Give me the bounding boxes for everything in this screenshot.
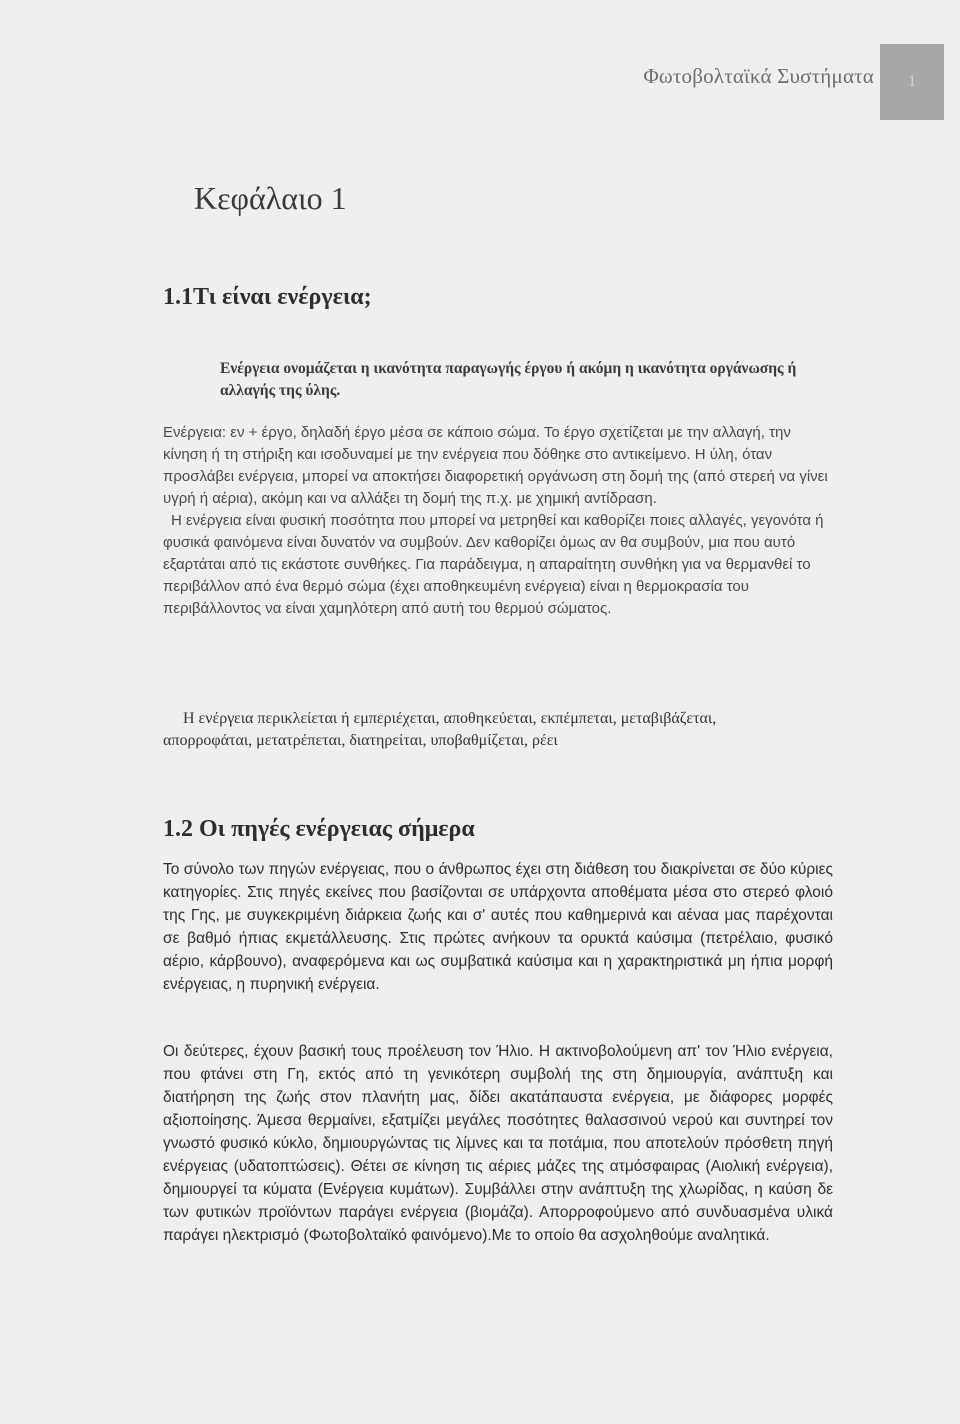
paragraph-text: Η ενέργεια είναι φυσική ποσότητα που μπορεί να μετρηθεί και καθορίζει ποιες αλλαγές, γεγονότα ή φυσικά φαινόμενα είναι δυνατόν να συμβούν. Δεν καθορίζει όμως αν θα συμβούν, μια που αυτό εξαρτάται από τις εκάστοτε συνθήκες. Για παράδειγμα, η απαραίτητη συνθήκη για να θερμανθεί το περιβάλλον από ένα θερμό σώμα (έχει αποθηκευμένη ενέργεια) είναι η θερμοκρασία του περιβάλλοντος να είναι χαμηλότερη από αυτή του θερμού σώματος. [163,512,824,617]
paragraph-text: Οι δεύτερες, έχουν βασική τους προέλευση τον Ήλιο. Η ακτινοβολούμενη απ' τον Ήλιο ενέργεια, που φτάνει στη Γη, εκτός από τη γενικότερη συμβολή της στη δημιουργία, ανάπτυξη και διατήρηση της ζωής στον πλανήτη μας, δίδει ακατάπαυστα ενέργεια, με διάφορες μορφές αξιοποίησης. Άμεσα θερμαίνει, εξατμίζει μεγάλες ποσότητες θαλασσινού νερού και συντηρεί τον γνωστό φυσικό κύκλο, δημιουργώντας τις λίμνες και τα ποτάμια, που αποτελούν πρόσθετη πηγή ενέργειας (υδατοπτώσεις). Θέτει σε κίνηση τις αέριες μάζες της ατμόσφαιρας (Αιολική ενέργεια), δημιουργεί τα κύματα (Ενέργεια κυμάτων). Συμβάλλει στην ανάπτυξη της χλωρίδας, η καύση δε των φυτικών προϊόντων παράγει ενέργεια (βιομάζα). Απορροφούμενο από συνδυασμένα υλικά παράγει ηλεκτρισμό (Φωτοβολταϊκό φαινόμενο).Με το οποίο θα ασχοληθούμε αναλητικά. [163,1043,833,1244]
section-2-paragraph-2 [163,1040,833,1247]
energy-definition: Ενέργεια ονομάζεται η ικανότητα παραγωγής έργου ή ακόμη η ικανότητα οργάνωσης ή αλλαγής της ύλης. [220,360,797,399]
page-header-title: Φωτοβολταϊκά Συστήματα [643,64,874,88]
section-1-heading: 1.1Τι είναι ενέργεια; [163,284,372,310]
page-number: 1 [880,44,944,120]
section-2-paragraph-1 [163,858,833,996]
section-2-heading: 1.2 Οι πηγές ενέργειας σήμερα [163,816,475,842]
section-1-paragraph-3 [163,708,797,752]
section-1-paragraph-1 [163,422,833,620]
paragraph-text: Η ενέργεια περικλείεται ή εμπεριέχεται, αποθηκεύεται, εκπέμπεται, μεταβιβάζεται, απορροφάται, μετατρέπεται, διατηρείται, υποβαθμίζεται, ρέει [163,710,717,749]
paragraph-text: Ενέργεια: εν + έργο, δηλαδή έργο μέσα σε κάποιο σώμα. Το έργο σχετίζεται με την αλλαγή, την κίνηση ή τη στήριξη και ισοδυναμεί με την ενέργεια που δόθηκε στο αντικείμενο. Η ύλη, όταν προσλάβει ενέργεια, μπορεί να αποκτήσει διαφορετική οργάνωση στη δομή της (από στερεή να γίνει υγρή ή αέρια), ακόμη και να αλλάξει τη δομή της π.χ. με χημική αντίδραση. [163,424,828,507]
chapter-title: Κεφάλαιο 1 [194,180,347,216]
paragraph-text: Το σύνολο των πηγών ενέργειας, που ο άνθρωπος έχει στη διάθεση του διακρίνεται σε δύο κύριες κατηγορίες. Στις πηγές εκείνες που βασίζονται σε υπάρχοντα αποθέματα μέσα στο στερεό φλοιό της Γης, με συγκεκριμένη διάρκεια ζωής και σ' αυτές που καθημερινά και αέναα μας παρέχονται σε βαθμό ήπιας εκμετάλλευσης. Στις πρώτες ανήκουν τα ορυκτά καύσιμα (πετρέλαιο, φυσικό αέριο, κάρβουνο), αναφερόμενα και ως συμβατικά καύσιμα και η χαρακτηριστικά μη ήπια μορφή ενέργειας, η πυρηνική ενέργεια. [163,861,833,993]
